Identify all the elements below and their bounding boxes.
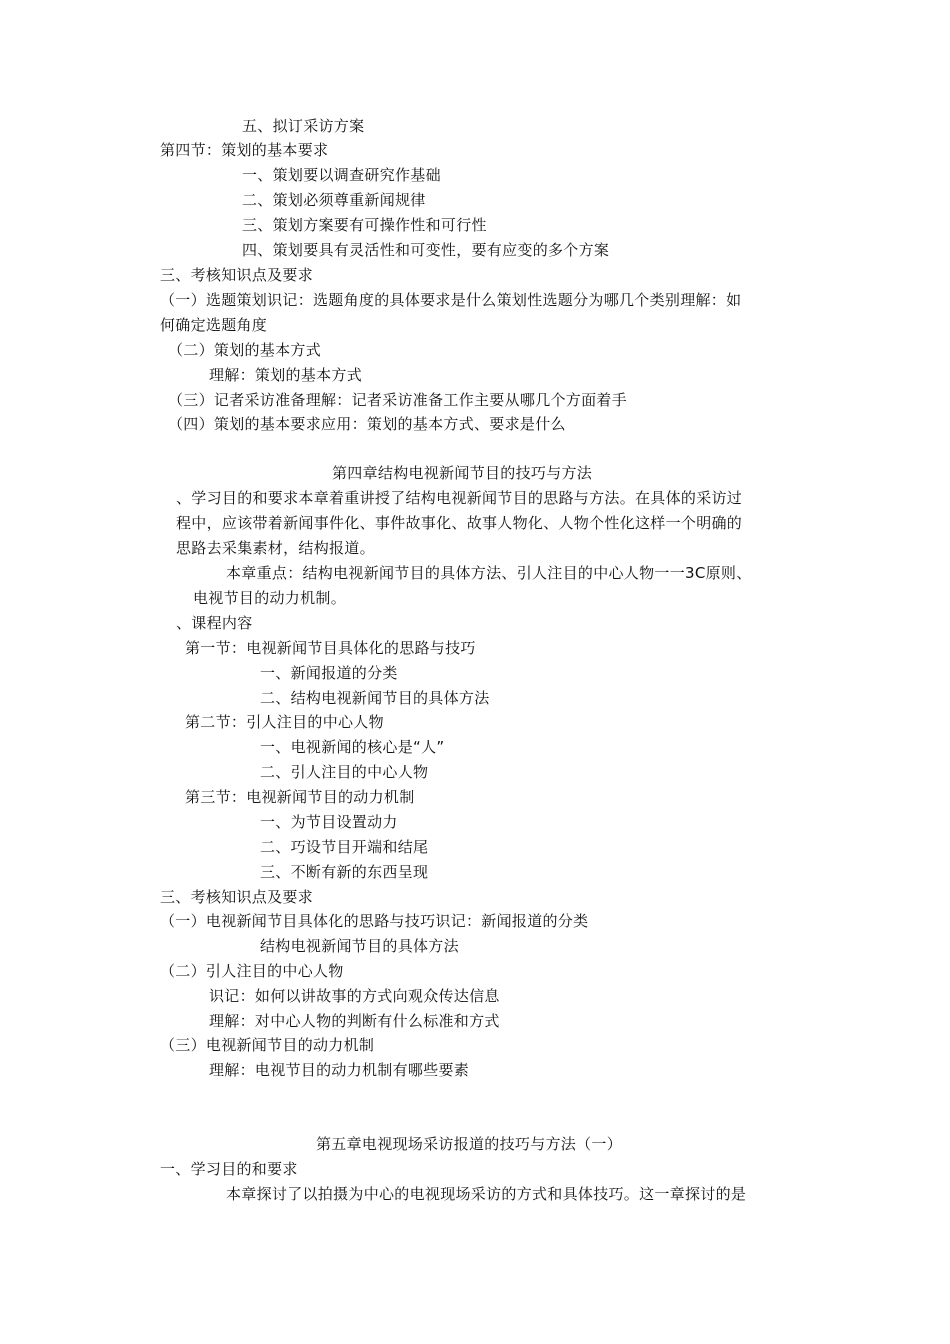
- section-item: 一、策划要以调查研究作基础: [242, 166, 441, 184]
- goal-paragraph-line: 、学习目的和要求本章着重讲授了结构电视新闻节目的思路与方法。在具体的采访过: [176, 489, 743, 507]
- exam-heading: 三、考核知识点及要求: [160, 266, 314, 284]
- goal-paragraph-line: 本章探讨了以拍摄为中心的电视现场采访的方式和具体技巧。这一章探讨的是: [226, 1185, 747, 1203]
- goal-paragraph-line: 思路去采集素材，结构报道。: [176, 539, 375, 557]
- section-heading: 第三节：电视新闻节目的动力机制: [185, 788, 415, 806]
- exam-item-continuation: 何确定选题角度: [160, 316, 268, 334]
- exam-item: （二）引人注目的中心人物: [160, 962, 344, 980]
- key-points-line: 电视节目的动力机制。: [193, 589, 347, 607]
- section-heading: 第四节：策划的基本要求: [160, 141, 329, 159]
- exam-item: （三）记者采访准备理解：记者采访准备工作主要从哪几个方面着手: [168, 391, 628, 409]
- section-item: 二、策划必须尊重新闻规律: [242, 191, 426, 209]
- exam-detail: 识记：如何以讲故事的方式向观众传达信息: [209, 987, 500, 1005]
- section-heading: 第二节：引人注目的中心人物: [185, 713, 384, 731]
- chapter-title: 第四章结构电视新闻节目的技巧与方法: [332, 464, 593, 482]
- section-item: 三、不断有新的东西呈现: [260, 863, 429, 881]
- exam-detail: 理解：电视节目的动力机制有哪些要素: [209, 1061, 470, 1079]
- exam-item: （四）策划的基本要求应用：策划的基本方式、要求是什么: [168, 415, 566, 433]
- exam-item: （二）策划的基本方式: [168, 341, 322, 359]
- section-item: 一、为节目设置动力: [260, 813, 398, 831]
- exam-item: （三）电视新闻节目的动力机制: [160, 1036, 375, 1054]
- exam-item: （一）选题策划识记：选题角度的具体要求是什么策划性选题分为哪几个类别理解：如: [160, 291, 742, 309]
- section-item: 二、巧设节目开端和结尾: [260, 838, 429, 856]
- exam-heading: 三、考核知识点及要求: [160, 888, 314, 906]
- exam-detail: 理解：对中心人物的判断有什么标准和方式: [209, 1012, 500, 1030]
- exam-detail: 结构电视新闻节目的具体方法: [260, 937, 459, 955]
- section-item: 五、拟订采访方案: [242, 117, 365, 135]
- chapter-title: 第五章电视现场采访报道的技巧与方法（一）: [316, 1135, 623, 1153]
- section-item: 二、结构电视新闻节目的具体方法: [260, 689, 490, 707]
- section-item: 一、电视新闻的核心是“人”: [260, 738, 445, 756]
- exam-detail: 理解：策划的基本方式: [209, 366, 363, 384]
- section-item: 二、引人注目的中心人物: [260, 763, 429, 781]
- section-heading: 第一节：电视新闻节目具体化的思路与技巧: [185, 639, 476, 657]
- goal-paragraph-line: 程中，应该带着新闻事件化、事件故事化、故事人物化、人物个性化这样一个明确的: [176, 514, 743, 532]
- content-heading: 、课程内容: [176, 614, 253, 632]
- section-item: 一、新闻报道的分类: [260, 664, 398, 682]
- exam-item: （一）电视新闻节目具体化的思路与技巧识记：新闻报道的分类: [160, 912, 589, 930]
- section-item: 四、策划要具有灵活性和可变性，要有应变的多个方案: [242, 241, 610, 259]
- goal-heading: 一、学习目的和要求: [160, 1160, 298, 1178]
- section-item: 三、策划方案要有可操作性和可行性: [242, 216, 487, 234]
- key-points-line: 本章重点：结构电视新闻节目的具体方法、引人注目的中心人物一一3C原则、: [226, 564, 752, 582]
